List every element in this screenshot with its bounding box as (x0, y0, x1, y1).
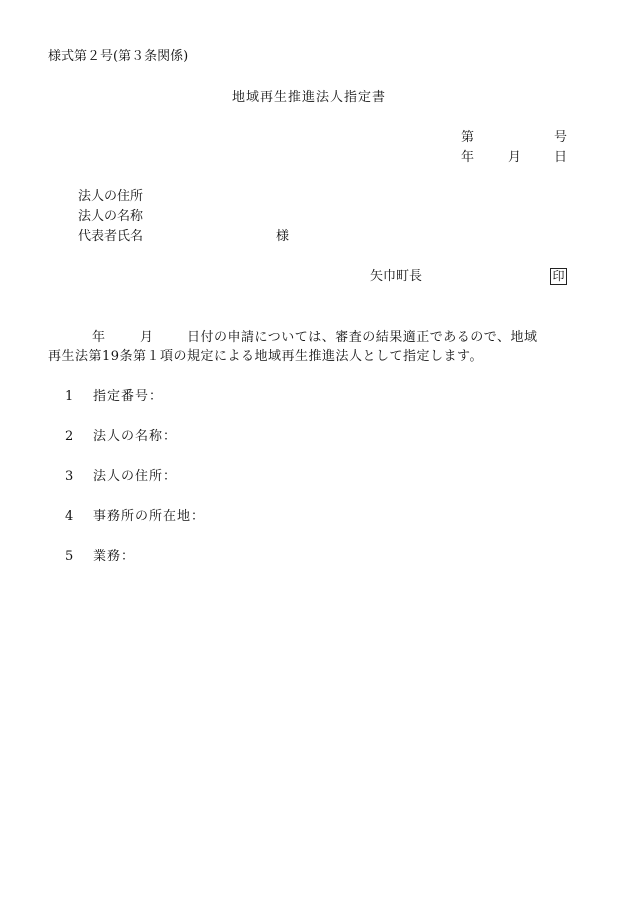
issuer-title: 矢巾町長 (370, 269, 423, 284)
date-day: 日 (554, 150, 568, 165)
item-label-corporation-name: 法人の名称： (93, 429, 178, 444)
number-prefix: 第 (461, 130, 475, 145)
date-month: 月 (508, 150, 522, 165)
item-label-office-location: 事務所の所在地： (93, 509, 206, 524)
recipient-honorific: 様 (276, 229, 290, 244)
body-month: 月 (140, 330, 154, 345)
item-label-corporation-address: 法人の住所： (93, 469, 178, 484)
recipient-name-label: 法人の名称 (78, 209, 144, 224)
recipient-address-label: 法人の住所 (78, 189, 144, 204)
item-number: 5 (65, 549, 75, 564)
item-label-designation-number: 指定番号： (93, 389, 164, 404)
body-line1: 日付の申請については、審査の結果適正であるので、地域 (187, 330, 538, 345)
item-number: 3 (65, 469, 75, 484)
number-suffix: 号 (554, 130, 568, 145)
item-number: 4 (65, 509, 75, 524)
date-year: 年 (461, 150, 475, 165)
form-header: 様式第２号(第３条関係) (48, 49, 189, 64)
item-label-business: 業務： (93, 549, 136, 564)
item-number: 2 (65, 429, 75, 444)
recipient-representative-label: 代表者氏名 (78, 229, 144, 244)
item-number: 1 (65, 389, 75, 404)
body-line2: 再生法第19条第１項の規定による地域再生推進法人として指定します。 (48, 349, 484, 364)
body-year: 年 (92, 330, 106, 345)
document-title: 地域再生推進法人指定書 (232, 90, 387, 105)
seal-stamp: 印 (550, 268, 567, 285)
